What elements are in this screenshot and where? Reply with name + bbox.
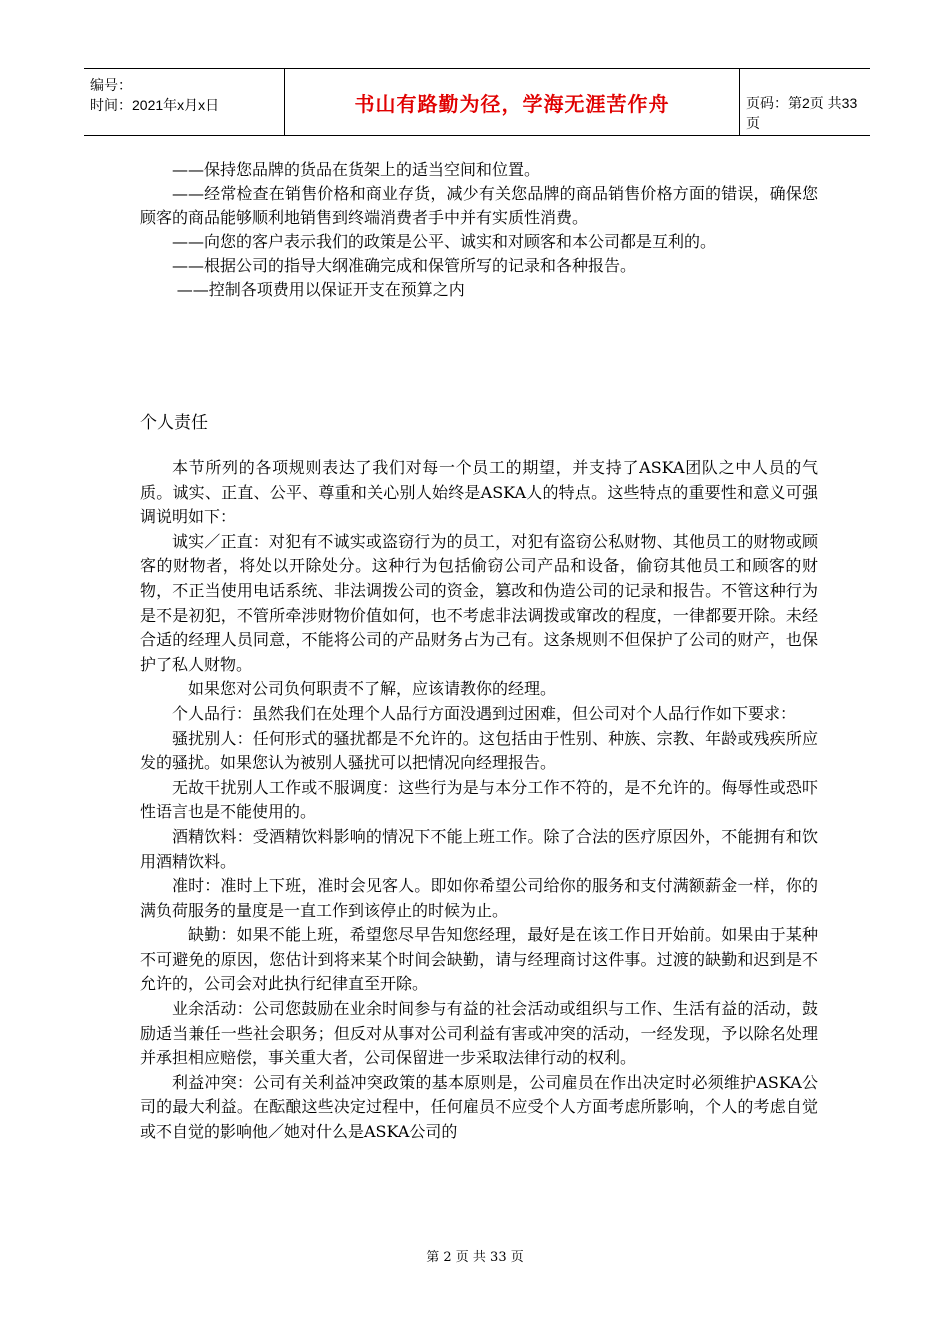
- paragraph: 骚扰别人：任何形式的骚扰都是不允许的。这包括由于性别、种族、宗教、年龄或残疾所应发的骚扰。如果您认为被别人骚扰可以把情况向经理报告。: [140, 728, 818, 773]
- paragraph: 如果您对公司负何职责不了解，应该请教你的经理。: [188, 679, 557, 699]
- paragraph: 本节所列的各项规则表达了我们对每一个员工的期望，并支持了ASKA团队之中人员的气质。诚实、正直、公平、尊重和关心别人始终是ASKA人的特点。这些特点的重要性和意义可强调说明如下：: [140, 458, 818, 527]
- page-header: [84, 68, 870, 136]
- page-footer: 第 2 页 共 33 页: [426, 1250, 524, 1265]
- header-meta: [90, 75, 219, 115]
- paragraph: 业余活动：公司您鼓励在业余时间参与有益的社会活动或组织与工作、生活有益的活动，鼓励适当兼任一些社会职务；但反对从事对公司利益有害或冲突的活动，一经发现，予以除名处理并承担相应赔偿，事关重大者，公司保留进一步采取法律行动的权利。: [140, 999, 818, 1068]
- paragraph: ——向您的客户表示我们的政策是公平、诚实和对顾客和本公司都是互利的。: [172, 232, 717, 251]
- paragraph: 利益冲突：公司有关利益冲突政策的基本原则是，公司雇员在作出决定时必须维护ASKA公司的最大利益。在酝酿这些决定过程中，任何雇员不应受个人方面考虑所影响，个人的考虑自觉或不自觉的影响他／她对什么是ASKA公司的: [140, 1072, 818, 1142]
- paragraph: 诚实／正直：对犯有不诚实或盗窃行为的员工，对犯有盗窃公私财物、其他员工的财物或顾客的财物者，将处以开除处分。这种行为包括偷窃公司产品和设备，偷窃其他员工和顾客的财物，不正当使用电话系统、非法调拨公司的资金，篡改和伪造公司的记录和报告。不管这种行为是不是初犯，不管所牵涉财物价值如何，也不考虑非法调拨或窜改的程度，一律都要开除。未经合适的经理人员同意，不能将公司的产品财务占为己有。这条规则不但保护了公司的财产，也保护了私人财物。: [140, 531, 818, 674]
- paragraph: 个人品行：虽然我们在处理个人品行方面没遇到过困难，但公司对个人品行作如下要求：: [172, 703, 797, 723]
- paragraph: 酒精饮料：受酒精饮料影响的情况下不能上班工作。除了合法的医疗原因外，不能拥有和饮用酒精饮料。: [140, 826, 818, 871]
- number-label: 编号：: [90, 77, 132, 93]
- paragraph: 缺勤：如果不能上班，希望您尽早告知您经理，最好是在该工作日开始前。如果由于某种不可避免的原因，您估计到将来某个时间会缺勤，请与经理商讨这件事。过渡的缺勤和迟到是不允许的，公司会对此执行纪律直至开除。: [140, 925, 818, 994]
- bullet-section: [140, 158, 818, 302]
- paragraph: 无故干扰别人工作或不服调度：这些行为是与本分工作不符的，是不允许的。侮辱性或恐吓性语言也是不能使用的。: [140, 777, 818, 822]
- section-heading: 个人责任: [140, 413, 208, 433]
- time-label: 时间：2021年x月x日: [90, 97, 220, 113]
- paragraph: ——根据公司的指导大纲准确完成和保管所写的记录和各种报告。: [172, 256, 637, 275]
- header-motto: 书山有路勤为径，学海无涯苦作舟: [284, 69, 740, 135]
- header-page-info: 页码：第2页 共33页: [746, 95, 858, 131]
- paragraph: ——控制各项费用以保证开支在预算之内: [176, 280, 465, 299]
- paragraph: 准时：准时上下班，准时会见客人。即如你希望公司给你的服务和支付满额薪金一样，你的满负荷服务的量度是一直工作到该停止的时候为止。: [140, 876, 818, 920]
- paragraph: ——经常检查在销售价格和商业存货，减少有关您品牌的商品销售价格方面的错误，确保您顾客的商品能够顺利地销售到终端消费者手中并有实质性消费。: [140, 184, 818, 227]
- paragraph: ——保持您品牌的货品在货架上的适当空间和位置。: [172, 160, 541, 179]
- responsibility-section: [140, 456, 818, 1145]
